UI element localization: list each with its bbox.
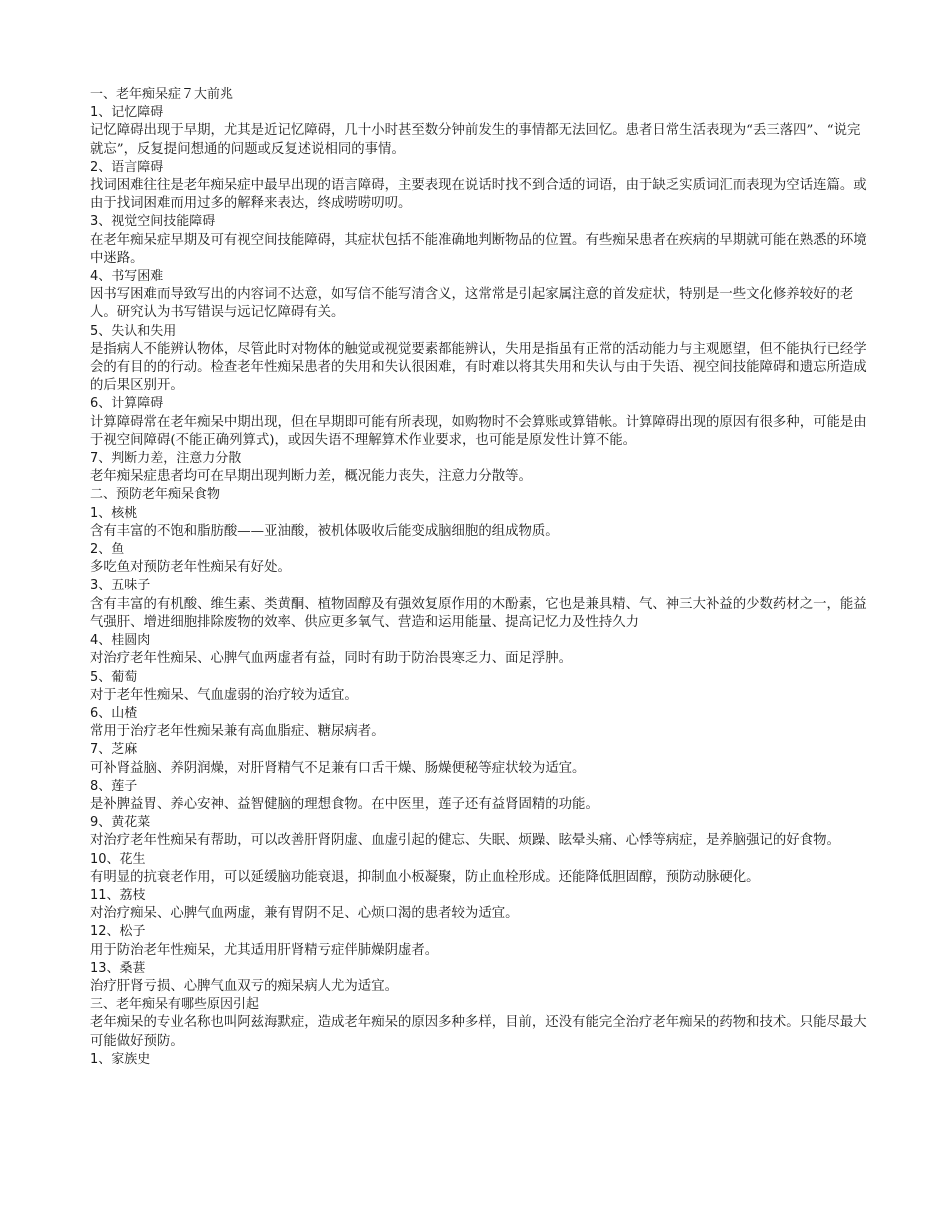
section-heading: 7、芝麻 bbox=[90, 742, 138, 758]
paragraph: 老年痴呆的专业名称也叫阿兹海默症，造成老年痴呆的原因多种多样，目前，还没有能完全治疗老年痴呆的药物和技术。只能尽最大可能做好预防。 bbox=[90, 1015, 867, 1049]
section-heading: 12、松子 bbox=[90, 924, 146, 940]
section-heading: 3、五味子 bbox=[90, 578, 151, 594]
section-heading: 8、莲子 bbox=[90, 778, 138, 794]
paragraph: 用于防治老年性痴呆，尤其适用肝肾精亏症伴肺燥阴虚者。 bbox=[90, 942, 439, 958]
paragraph: 可补肾益脑、养阴润燥，对肝肾精气不足兼有口舌干燥、肠燥便秘等症状较为适宜。 bbox=[90, 760, 586, 776]
paragraph: 多吃鱼对预防老年性痴呆有好处。 bbox=[90, 560, 291, 576]
section-heading: 6、山楂 bbox=[90, 705, 138, 721]
section-heading: 7、判断力差，注意力分散 bbox=[90, 451, 242, 467]
section-heading: 4、桂圆肉 bbox=[90, 633, 151, 649]
section-heading: 9、黄花菜 bbox=[90, 815, 151, 831]
paragraph: 治疗肝肾亏损、心脾气血双亏的痴呆病人尤为适宜。 bbox=[90, 978, 398, 994]
section-heading: 13、桑葚 bbox=[90, 960, 146, 976]
section-heading: 5、失认和失用 bbox=[90, 323, 177, 339]
section-heading: 2、语言障碍 bbox=[90, 159, 164, 175]
section-heading: 1、家族史 bbox=[90, 1051, 151, 1067]
paragraph: 常用于治疗老年性痴呆兼有高血脂症、糖尿病者。 bbox=[90, 724, 385, 740]
paragraph: 含有丰富的有机酸、维生素、类黄酮、植物固醇及有强效复原作用的木酚素，它也是兼具精、气、神三大补益的少数药材之一，能益气强肝、增进细胞排除废物的效率、供应更多氧气、营造和运用能量、提高记忆力及性持久力 bbox=[90, 596, 867, 630]
paragraph: 记忆障碍出现于早期，尤其是近记忆障碍，几十小时甚至数分钟前发生的事情都无法回忆。患者日常生活表现为“丢三落四”、“说完就忘”，反复提问想通的问题或反复述说相同的事情。 bbox=[90, 123, 861, 157]
paragraph: 找词困难往往是老年痴呆症中最早出现的语言障碍，主要表现在说话时找不到合适的词语，由于缺乏实质词汇而表现为空话连篇。或由于找词困难而用过多的解释来表达，终成唠唠叨叨。 bbox=[90, 178, 867, 212]
paragraph: 因书写困难而导致写出的内容词不达意，如写信不能写清含义，这常常是引起家属注意的首发症状，特别是一些文化修养较好的老人。研究认为书写错误与远记忆障碍有关。 bbox=[90, 287, 854, 321]
section-heading: 10、花生 bbox=[90, 851, 146, 867]
paragraph: 在老年痴呆症早期及可有视空间技能障碍，其症状包括不能准确地判断物品的位置。有些痴呆患者在疾病的早期就可能在熟悉的环境中迷路。 bbox=[90, 232, 867, 266]
paragraph: 是指病人不能辨认物体，尽管此时对物体的触觉或视觉要素都能辨认，失用是指虽有正常的活动能力与主观愿望，但不能执行已经学会的有目的的行动。检查老年性痴呆患者的失用和失认很困难，有时难以将其失用和失认与由于失语、视空间技能障碍和遗忘所造成的后果区别开。 bbox=[90, 341, 867, 394]
section-heading: 三、老年痴呆有哪些原因引起 bbox=[90, 997, 260, 1013]
section-heading: 3、视觉空间技能障碍 bbox=[90, 214, 216, 230]
section-heading: 11、荔枝 bbox=[90, 887, 146, 903]
paragraph: 老年痴呆症患者均可在早期出现判断力差，概况能力丧失，注意力分散等。 bbox=[90, 469, 532, 485]
paragraph: 有明显的抗衰老作用，可以延缓脑功能衰退，抑制血小板凝聚，防止血栓形成。还能降低胆固醇，预防动脉硬化。 bbox=[90, 869, 760, 885]
paragraph: 是补脾益胃、养心安神、益智健脑的理想食物。在中医里，莲子还有益肾固精的功能。 bbox=[90, 796, 599, 812]
paragraph: 计算障碍常在老年痴呆中期出现，但在早期即可能有所表现，如购物时不会算账或算错帐。计算障碍出现的原因有很多种，可能是由于视空间障碍(不能正确列算式)，或因失语不理解算术作业要求，也可能是原发性计算不能。 bbox=[90, 414, 867, 448]
section-heading: 一、老年痴呆症７大前兆 bbox=[90, 87, 234, 102]
section-heading: 6、计算障碍 bbox=[90, 396, 164, 412]
section-heading: 1、记忆障碍 bbox=[90, 105, 164, 121]
paragraph: 对治疗痴呆、心脾气血两虚，兼有胃阴不足、心烦口渴的患者较为适宜。 bbox=[90, 906, 519, 922]
paragraph: 对治疗老年性痴呆、心脾气血两虚者有益，同时有助于防治畏寒乏力、面足浮肿。 bbox=[90, 651, 573, 667]
paragraph: 对于老年性痴呆、气血虚弱的治疗较为适宜。 bbox=[90, 687, 358, 703]
paragraph: 含有丰富的不饱和脂肪酸——亚油酸，被机体吸收后能变成脑细胞的组成物质。 bbox=[90, 523, 559, 539]
section-heading: 4、书写困难 bbox=[90, 269, 164, 285]
section-heading: 2、鱼 bbox=[90, 542, 125, 558]
document-body bbox=[90, 86, 870, 1069]
section-heading: 二、预防老年痴呆食物 bbox=[90, 487, 221, 503]
paragraph: 对治疗老年性痴呆有帮助，可以改善肝肾阴虚、血虚引起的健忘、失眠、烦躁、眩晕头痛、心悸等病症，是养脑强记的好食物。 bbox=[90, 833, 840, 849]
section-heading: 1、核桃 bbox=[90, 505, 138, 521]
section-heading: 5、葡萄 bbox=[90, 669, 138, 685]
